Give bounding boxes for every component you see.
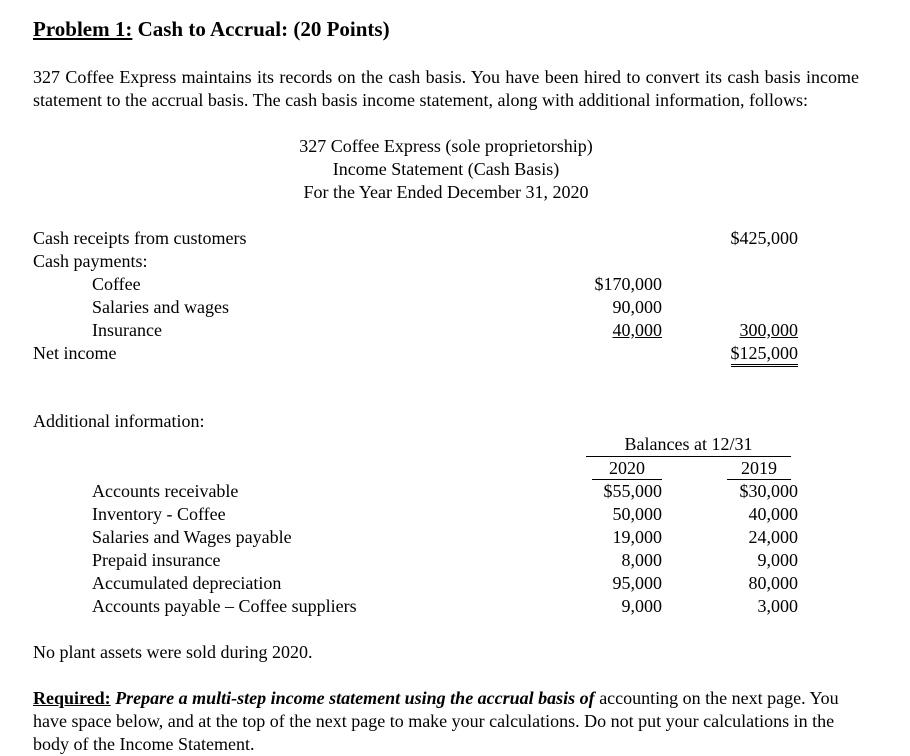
payment-insurance-amount: 40,000 [612,320,662,340]
balances-heading: Balances at 12/31 [624,434,753,454]
row-2020-value: 50,000 [612,504,662,524]
net-income-label: Net income [33,343,117,363]
row-label: Salaries and Wages payable [92,527,292,547]
balances-heading-rule [586,456,791,457]
intro-paragraph: 327 Coffee Express maintains its records on the cash basis. You have been hired to convert its cash basis income statement to the accrual basis. The cash basis income statement, along with additional information, follows: [33,67,859,110]
row-2019-value: 24,000 [748,527,798,547]
net-income-amount: $125,000 [700,343,798,364]
receipts-label: Cash receipts from customers [33,228,247,248]
problem-title-text: Cash to Accrual: (20 Points) [132,17,390,41]
row-2019-value: $30,000 [739,481,798,501]
payment-coffee-label: Coffee [92,274,141,294]
payment-salaries-label: Salaries and wages [92,297,229,317]
statement-company: 327 Coffee Express (sole proprietorship) [299,136,593,156]
row-2020-value: 8,000 [621,550,662,570]
additional-heading: Additional information: [33,411,205,431]
row-2020-value: 9,000 [621,596,662,616]
problem-title [33,16,390,42]
row-label: Inventory - Coffee [92,504,226,524]
payments-total: 300,000 [739,320,798,340]
row-label: Accounts receivable [92,481,239,501]
payments-label: Cash payments: [33,251,148,271]
payment-salaries-amount: 90,000 [612,297,662,317]
required-task: Prepare a multi-step income statement using the accrual basis of [110,688,595,708]
row-label: Prepaid insurance [92,550,221,570]
row-2019-value: 40,000 [748,504,798,524]
receipts-total: $425,000 [730,228,798,248]
col-2020-rule [592,479,662,480]
row-2019-value: 3,000 [757,596,798,616]
payment-coffee-amount: $170,000 [594,274,662,294]
statement-period: For the Year Ended December 31, 2020 [303,182,589,202]
row-2020-value: 19,000 [612,527,662,547]
payment-insurance-label: Insurance [92,320,162,340]
col-2019-header: 2019 [741,458,777,478]
problem-label: Problem 1: [33,17,133,41]
plant-assets-note: No plant assets were sold during 2020. [33,642,313,662]
col-2020-header: 2020 [609,458,645,478]
required-rest: accounting on the next page. You have space below, and at the top of the next page to make your calculations. Do not put your calculations in the body of the Income Statement. [33,688,839,754]
row-2019-value: 9,000 [757,550,798,570]
statement-name: Income Statement (Cash Basis) [332,159,560,179]
row-2020-value: 95,000 [612,573,662,593]
col-2019-rule [727,479,791,480]
required-label: Required: [33,688,111,708]
row-label: Accumulated depreciation [92,573,282,593]
required-paragraph [33,687,859,756]
row-2019-value: 80,000 [748,573,798,593]
row-2020-value: $55,000 [603,481,662,501]
row-label: Accounts payable – Coffee suppliers [92,596,357,616]
